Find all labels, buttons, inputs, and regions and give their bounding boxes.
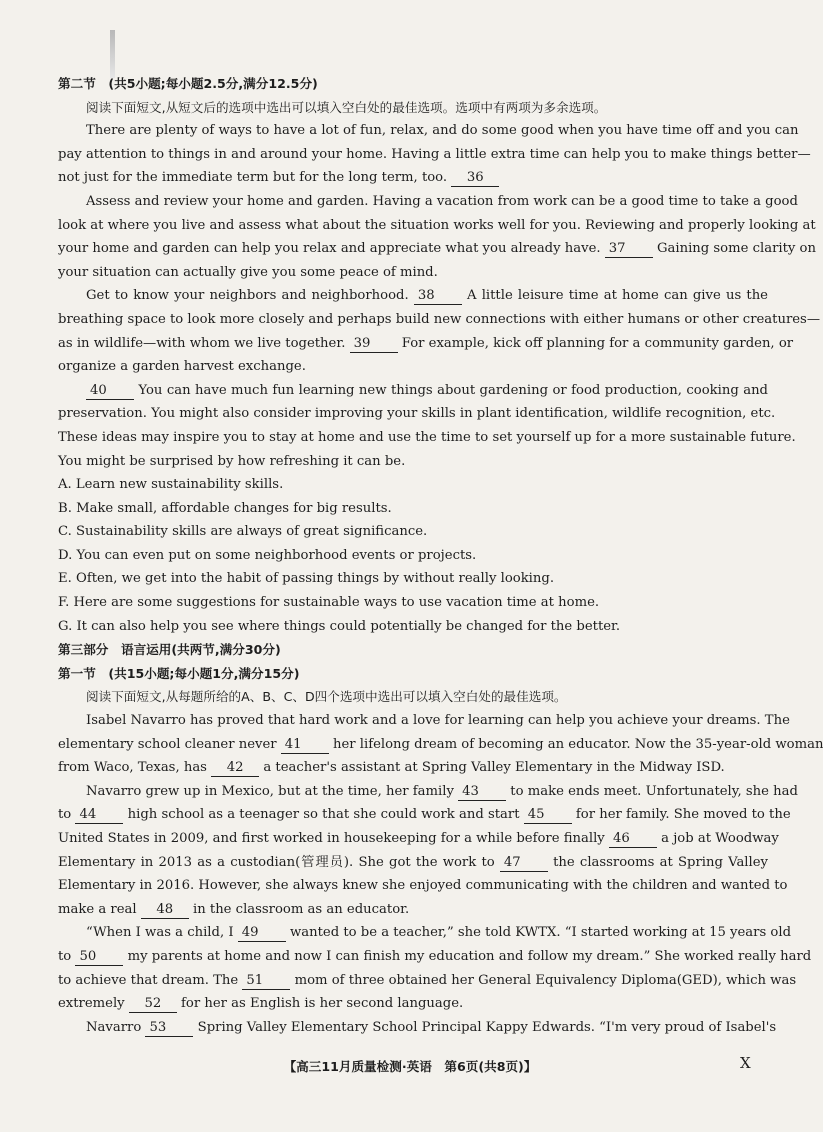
- part3-instruction: 阅读下面短文,从每题所给的A、B、C、D四个选项中选出可以填入空白处的最佳选项。: [86, 689, 567, 705]
- line-text: For example, kick off planning for a community garden, or: [397, 335, 794, 351]
- answer-blank[interactable]: 52: [129, 996, 177, 1013]
- passage2-line: [58, 969, 797, 993]
- passage2-line: [58, 874, 788, 898]
- answer-blank[interactable]: 37: [605, 241, 653, 258]
- line-text: your situation can actually give you some peace of mind.: [58, 264, 438, 280]
- line-text: Navarro: [86, 1019, 146, 1035]
- option-item: A. Learn new sustainability skills.: [58, 477, 284, 493]
- passage2-line: [58, 733, 823, 757]
- passage1-line: [58, 214, 816, 238]
- passage1: [58, 119, 821, 473]
- line-text: my parents at home and now I can finish my education and follow my dream.” She worked really hard: [123, 948, 812, 964]
- line-text: her lifelong dream of becoming an educator. Now the 35-year-old woman: [328, 736, 823, 752]
- line-text: breathing space to look more closely and perhaps build new connections with either humans or other creatures—: [58, 311, 821, 327]
- line-text: Elementary in 2016. However, she always knew she enjoyed communicating with the children and wanted to: [58, 878, 788, 894]
- passage2-line: [58, 780, 798, 804]
- passage2-line: [58, 992, 768, 1016]
- answer-blank[interactable]: 45: [524, 807, 572, 824]
- line-text: to: [58, 948, 76, 964]
- passage1-line: [58, 237, 816, 261]
- passage1-line: [58, 355, 768, 379]
- passage1-line: [58, 426, 796, 450]
- page-content: [58, 72, 823, 1039]
- line-text: to: [58, 807, 76, 823]
- option-item: E. Often, we get into the habit of passing things by without really looking.: [58, 571, 555, 587]
- line-text: your home and garden can help you relax and appreciate what you already have.: [58, 241, 605, 257]
- line-text: mom of three obtained her General Equivalency Diploma(GED), which was: [290, 972, 797, 988]
- options-list: [58, 473, 768, 638]
- part3-heading: 第三部分 语言运用(共两节,满分30分): [58, 642, 281, 658]
- answer-blank[interactable]: 51: [242, 973, 290, 990]
- passage2-line: [58, 803, 791, 827]
- line-text: a teacher's assistant at Spring Valley Elementary in the Midway ISD.: [259, 760, 725, 776]
- answer-blank[interactable]: 36: [451, 170, 499, 187]
- passage2-line: [58, 921, 792, 945]
- footer-text: 【高三11月质量检测·英语 第6页(共8页)】: [283, 1059, 537, 1074]
- passage1-line: [58, 308, 821, 332]
- line-text: not just for the immediate term but for the long term, too.: [58, 170, 452, 186]
- line-text: as in wildlife—with whom we live together.: [58, 335, 350, 351]
- passage1-line: [58, 450, 768, 474]
- passage2-line: [58, 756, 768, 780]
- line-text: organize a garden harvest exchange.: [58, 359, 306, 375]
- line-text: extremely: [58, 996, 129, 1012]
- section2-instruction: 阅读下面短文,从短文后的选项中选出可以填入空白处的最佳选项。选项中有两项为多余选项。: [86, 99, 607, 115]
- line-text: Navarro grew up in Mexico, but at the time, her family: [86, 783, 459, 799]
- line-text: make a real: [58, 901, 141, 917]
- passage1-line: [58, 379, 768, 403]
- line-text: from Waco, Texas, has: [58, 760, 212, 776]
- line-text: pay attention to things in and around your home. Having a little extra time can help you to make things better—: [58, 146, 811, 162]
- part3-section1-heading: 第一节 (共15小题;每小题1分,满分15分): [58, 665, 300, 681]
- line-text: a job at Woodway: [656, 831, 779, 846]
- line-text: for her family. She moved to the: [571, 807, 791, 823]
- paper-fold-mark: [110, 30, 115, 78]
- passage2-line: [58, 898, 768, 922]
- footer-mark: X: [740, 1054, 751, 1072]
- line-text: wanted to be a teacher,” she told KWTX. “I started working at 15 years old: [285, 925, 792, 941]
- option-item: G. It can also help you see where things could potentially be changed for the better.: [58, 618, 621, 634]
- passage1-line: [58, 143, 811, 167]
- passage1-line: [58, 284, 768, 308]
- line-text: You might be surprised by how refreshing it can be.: [58, 453, 406, 469]
- answer-blank[interactable]: 53: [145, 1020, 193, 1037]
- section2-heading: 第二节 (共5小题;每小题2.5分,满分12.5分): [58, 76, 318, 91]
- line-text: United States in 2009, and first worked in housekeeping for a while before finally: [58, 831, 609, 846]
- answer-blank[interactable]: 38: [414, 288, 462, 305]
- passage1-line: [58, 402, 776, 426]
- answer-blank[interactable]: 42: [211, 760, 259, 777]
- option-item: B. Make small, affordable changes for big results.: [58, 500, 392, 516]
- passage2-line: [58, 1016, 777, 1040]
- option-item: C. Sustainability skills are always of great significance.: [58, 524, 428, 540]
- line-text: These ideas may inspire you to stay at home and use the time to set yourself up for a more sustainable future.: [58, 429, 796, 445]
- answer-blank[interactable]: 46: [609, 831, 657, 848]
- line-text: in the classroom as an educator.: [188, 901, 410, 917]
- passage1-line: [58, 332, 794, 356]
- line-text: preservation. You might also consider improving your skills in plant identification, wildlife recognition, etc.: [58, 406, 776, 422]
- line-text: elementary school cleaner never: [58, 736, 281, 752]
- option-item: D. You can even put on some neighborhood events or projects.: [58, 547, 477, 563]
- answer-blank[interactable]: 44: [75, 807, 123, 824]
- line-text: There are plenty of ways to have a lot of fun, relax, and do some good when you have time off and you can: [86, 123, 799, 139]
- line-text: “When I was a child, I: [86, 925, 238, 941]
- passage1-line: [58, 261, 768, 285]
- line-text: Assess and review your home and garden. Having a vacation from work can be a good time to take a good: [86, 193, 798, 209]
- answer-blank[interactable]: 48: [141, 902, 189, 919]
- passage2: [58, 709, 823, 1039]
- line-text: high school as a teenager so that she could work and start: [123, 807, 524, 823]
- line-text: Get to know your neighbors and neighborhood.: [86, 288, 414, 304]
- answer-blank[interactable]: 40: [86, 383, 134, 400]
- line-text: Elementary in 2013 as a custodian(管理员). She got the work to: [58, 854, 500, 870]
- answer-blank[interactable]: 43: [458, 784, 506, 801]
- line-text: Gaining some clarity on: [652, 241, 816, 257]
- line-text: the classrooms at Spring Valley: [547, 854, 768, 870]
- passage2-line: [58, 945, 812, 969]
- passage1-line: [58, 190, 798, 214]
- answer-blank[interactable]: 49: [238, 925, 286, 942]
- answer-blank[interactable]: 50: [75, 949, 123, 966]
- line-text: Isabel Navarro has proved that hard work and a love for learning can help you achieve your dreams. The: [86, 713, 790, 729]
- line-text: You can have much fun learning new things about gardening or food production, cooking and: [134, 382, 768, 398]
- line-text: look at where you live and assess what about the situation works well for you. Reviewing and properly looking at: [58, 217, 816, 233]
- option-item: F. Here are some suggestions for sustainable ways to use vacation time at home.: [58, 595, 600, 611]
- line-text: for her as English is her second language.: [176, 996, 464, 1012]
- answer-blank[interactable]: 41: [281, 737, 329, 754]
- passage2-line: [58, 709, 790, 733]
- passage1-line: [58, 119, 799, 143]
- passage2-line: [58, 827, 779, 851]
- line-text: to achieve that dream. The: [58, 972, 243, 988]
- answer-blank[interactable]: 47: [500, 855, 548, 872]
- answer-blank[interactable]: 39: [350, 336, 398, 353]
- line-text: to make ends meet. Unfortunately, she had: [506, 783, 798, 799]
- passage1-line: [58, 166, 768, 190]
- line-text: A little leisure time at home can give us the: [461, 288, 768, 304]
- passage2-line: [58, 851, 768, 875]
- line-text: Spring Valley Elementary School Principal Kappy Edwards. “I'm very proud of Isabel's: [193, 1019, 777, 1035]
